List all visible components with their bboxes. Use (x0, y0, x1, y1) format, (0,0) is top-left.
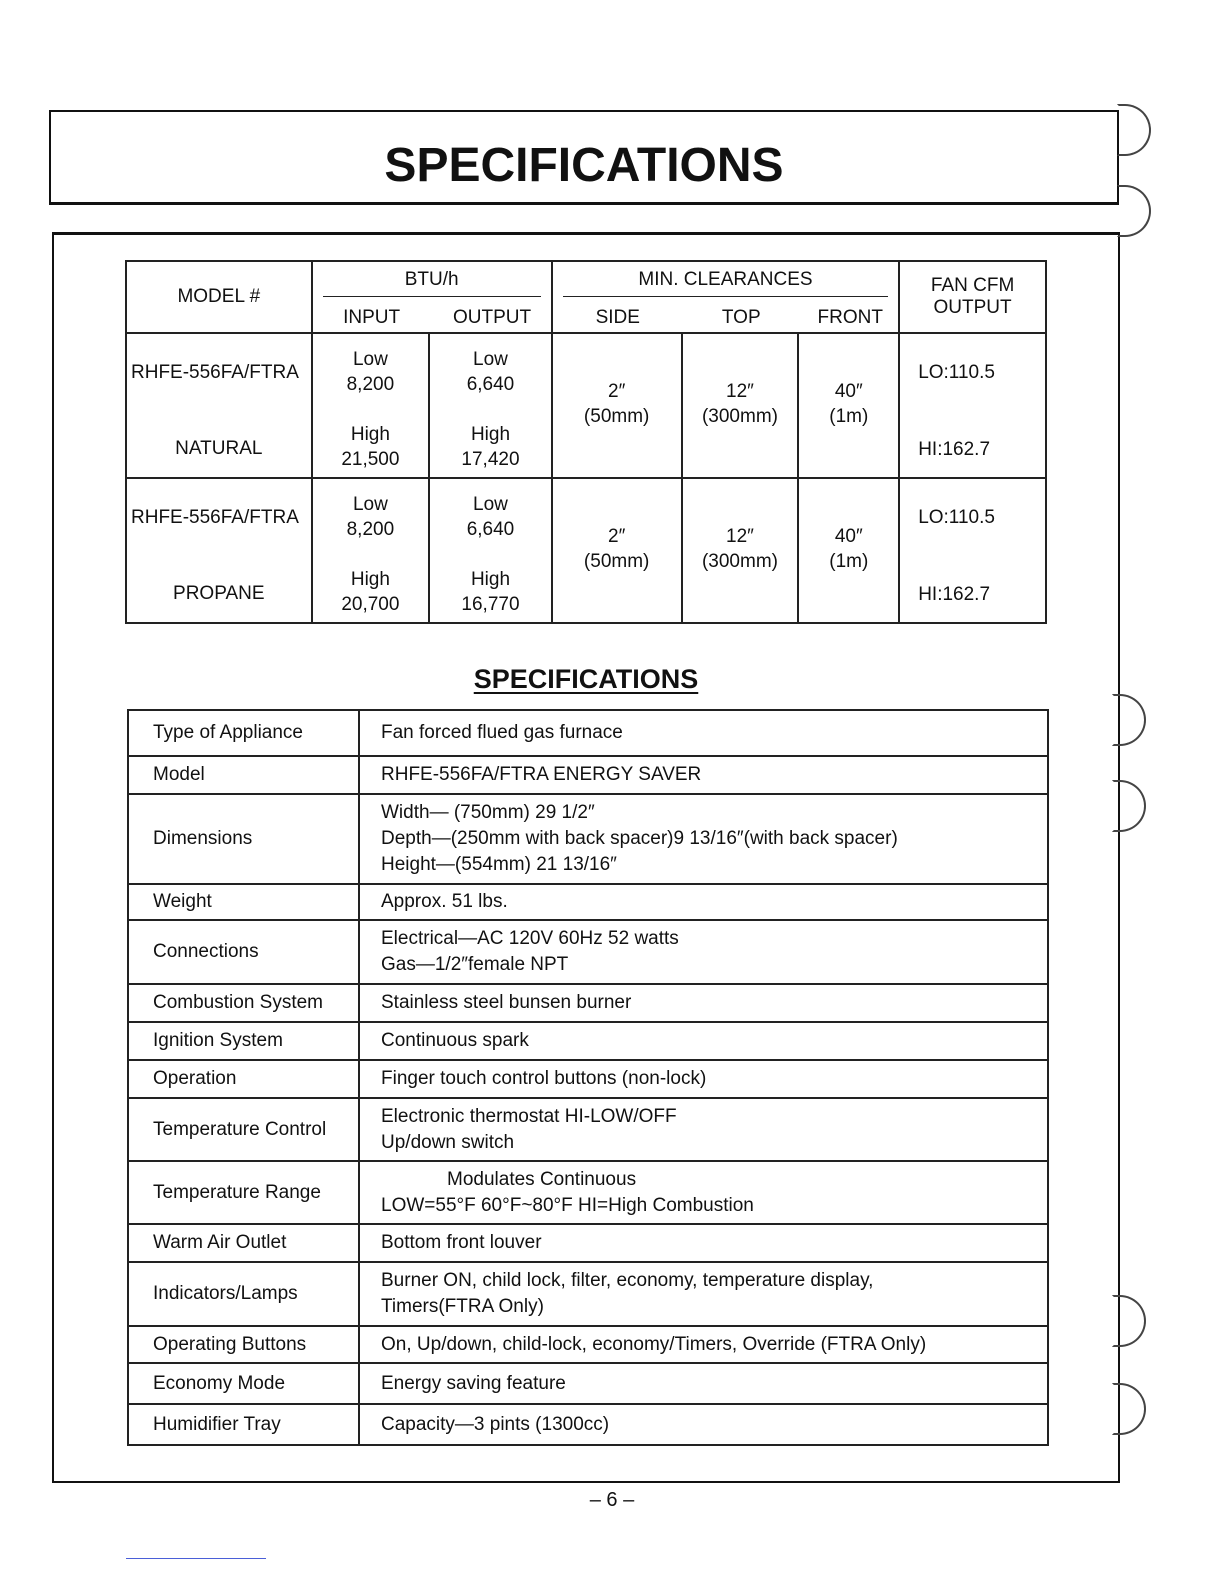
spec-line: Electrical—AC 120V 60Hz 52 watts (381, 928, 679, 949)
header-top: TOP (721, 307, 761, 328)
spec-line: Modulates Continuous (447, 1168, 637, 1190)
spec-line: Burner ON, child lock, filter, economy, temperature display, (381, 1270, 874, 1291)
header-input: INPUT (343, 307, 401, 328)
input-low-value: 8,200 (346, 519, 395, 540)
spec-value (359, 1326, 1048, 1363)
section-title: SPECIFICATIONS (473, 664, 699, 694)
table-row (128, 756, 1048, 794)
header-output: OUTPUT (453, 307, 532, 328)
table-row (128, 1022, 1048, 1060)
fuel-type: PROPANE (173, 583, 265, 604)
header-clearances-label: MIN. CLEARANCES (638, 269, 813, 290)
header-front: FRONT (817, 307, 883, 328)
header-btu-label: BTU/h (404, 269, 459, 290)
table-row (128, 1098, 1048, 1161)
top-clearance-cell (682, 478, 799, 623)
spec-line: RHFE-556FA/FTRA ENERGY SAVER (381, 764, 702, 785)
table-row (128, 1363, 1048, 1404)
spec-line: Up/down switch (381, 1131, 515, 1153)
spec-value (359, 1161, 1048, 1224)
spec-line: Capacity—3 pints (1300cc) (381, 1413, 610, 1435)
header-fan-line2: OUTPUT (933, 297, 1012, 318)
side-metric: (50mm) (583, 405, 650, 427)
spec-label: Ignition System (128, 1022, 359, 1060)
spec-line: Fan forced flued gas furnace (381, 722, 623, 743)
high-label: High (350, 424, 390, 445)
front-clearance-cell (798, 478, 899, 623)
header-side: SIDE (595, 307, 640, 328)
spec-line: Gas—1/2″female NPT (381, 954, 569, 975)
btu-clearance-table (125, 260, 1047, 624)
fan-hi-value: HI:162.7 (918, 439, 991, 460)
header-clearances (552, 261, 899, 333)
binder-hole-icon (1117, 104, 1151, 156)
spec-label: Type of Appliance (128, 710, 359, 756)
title-box (49, 110, 1119, 205)
top-value: 12″ (726, 525, 754, 547)
spec-value (359, 756, 1048, 794)
spec-label: Humidifier Tray (128, 1404, 359, 1445)
spec-label: Dimensions (128, 794, 359, 884)
table-row (128, 794, 1048, 884)
binder-hole-icon (1112, 1295, 1146, 1347)
spec-label: Operating Buttons (128, 1326, 359, 1363)
spec-line: Continuous spark (381, 1030, 529, 1051)
spec-value (359, 1224, 1048, 1262)
page-title: SPECIFICATIONS (384, 139, 784, 192)
spec-label: Operation (128, 1060, 359, 1098)
output-low-value: 6,640 (466, 374, 515, 395)
low-label: Low (352, 494, 388, 515)
table-row (128, 1224, 1048, 1262)
binder-hole-icon (1117, 185, 1151, 237)
top-value: 12″ (726, 380, 754, 402)
spec-value (359, 884, 1048, 920)
side-value: 2″ (608, 525, 626, 547)
spec-line: Depth—(250mm with back spacer)9 13/16″(with back spacer) (381, 828, 898, 849)
output-cell (429, 478, 552, 623)
front-metric: (1m) (829, 405, 869, 427)
table-row (128, 710, 1048, 756)
model-cell (126, 478, 312, 623)
input-low-value: 8,200 (346, 374, 395, 395)
spec-value (359, 710, 1048, 756)
table-row (126, 478, 1046, 623)
input-high-value: 20,700 (341, 594, 400, 615)
spec-label: Warm Air Outlet (128, 1224, 359, 1262)
spec-value (359, 1363, 1048, 1404)
front-value: 40″ (834, 380, 863, 402)
table-row (128, 1404, 1048, 1445)
header-model: MODEL # (126, 261, 312, 333)
fan-lo-value: LO:110.5 (918, 507, 995, 528)
table-row (128, 1060, 1048, 1098)
spec-line: Stainless steel bunsen burner (381, 992, 632, 1013)
side-clearance-cell (552, 478, 682, 623)
spec-label: Connections (128, 920, 359, 984)
high-label: High (470, 424, 511, 445)
spec-label: Economy Mode (128, 1363, 359, 1404)
output-low-value: 6,640 (466, 519, 515, 540)
spec-line: On, Up/down, child-lock, economy/Timers, Override (FTRA Only) (381, 1333, 927, 1355)
binder-hole-icon (1112, 1383, 1146, 1435)
output-high-value: 17,420 (461, 449, 520, 470)
input-high-value: 21,500 (341, 449, 400, 470)
spec-label: Temperature Range (128, 1161, 359, 1224)
spec-value (359, 1404, 1048, 1445)
spec-line: Bottom front louver (381, 1232, 542, 1253)
spec-label: Combustion System (128, 984, 359, 1022)
top-clearance-cell (682, 333, 799, 478)
model-name: RHFE-556FA/FTRA (131, 362, 299, 383)
high-label: High (470, 569, 511, 590)
table-row (128, 984, 1048, 1022)
side-value: 2″ (608, 380, 626, 402)
output-high-value: 16,770 (461, 594, 520, 615)
spec-label: Temperature Control (128, 1098, 359, 1161)
spec-line: Height—(554mm) 21 13/16″ (381, 854, 617, 875)
spec-line: LOW=55°F 60°F~80°F HI=High Combustion (381, 1194, 754, 1216)
fuel-type: NATURAL (175, 438, 263, 459)
table-row (128, 1262, 1048, 1326)
spec-line: Approx. 51 lbs. (381, 891, 508, 912)
spec-line: Finger touch control buttons (non-lock) (381, 1068, 707, 1089)
input-cell (312, 333, 430, 478)
binder-hole-icon (1112, 780, 1146, 832)
spec-line: Width— (750mm) 29 1/2″ (381, 802, 595, 823)
model-cell (126, 333, 312, 478)
side-clearance-cell (552, 333, 682, 478)
spec-value (359, 984, 1048, 1022)
binder-hole-icon (1112, 694, 1146, 746)
fan-hi-value: HI:162.7 (918, 584, 991, 605)
fan-cfm-cell (899, 478, 1046, 623)
fan-cfm-cell (899, 333, 1046, 478)
front-metric: (1m) (829, 550, 869, 572)
table-header-row (126, 261, 1046, 333)
spec-line: Electronic thermostat HI-LOW/OFF (381, 1105, 677, 1127)
top-metric: (300mm) (701, 405, 778, 427)
table-row (128, 1161, 1048, 1224)
spec-value (359, 794, 1048, 884)
footer-rule (126, 1558, 266, 1559)
front-value: 40″ (834, 525, 863, 547)
low-label: Low (473, 349, 508, 370)
side-metric: (50mm) (583, 550, 650, 572)
input-cell (312, 478, 430, 623)
spec-value (359, 1098, 1048, 1161)
spec-value (359, 1060, 1048, 1098)
spec-label: Model (128, 756, 359, 794)
table-row (126, 333, 1046, 478)
spec-label: Weight (128, 884, 359, 920)
top-metric: (300mm) (701, 550, 778, 572)
header-btu (312, 261, 552, 333)
header-fan-line1: FAN CFM (930, 275, 1015, 296)
fan-lo-value: LO:110.5 (918, 362, 995, 383)
table-row (128, 1326, 1048, 1363)
spec-line: Energy saving feature (381, 1372, 566, 1394)
front-clearance-cell (798, 333, 899, 478)
page-number: – 6 – (589, 1489, 635, 1511)
output-cell (429, 333, 552, 478)
spec-label: Indicators/Lamps (128, 1262, 359, 1326)
spec-value (359, 1022, 1048, 1060)
spec-line: Timers(FTRA Only) (381, 1296, 544, 1317)
header-fan (899, 261, 1046, 333)
table-row (128, 920, 1048, 984)
low-label: Low (473, 494, 508, 515)
high-label: High (350, 569, 390, 590)
spec-value (359, 1262, 1048, 1326)
spec-table (127, 709, 1049, 1446)
main-content-box (52, 232, 1120, 1483)
table-row (128, 884, 1048, 920)
model-name: RHFE-556FA/FTRA (131, 507, 299, 528)
low-label: Low (352, 349, 388, 370)
spec-value (359, 920, 1048, 984)
